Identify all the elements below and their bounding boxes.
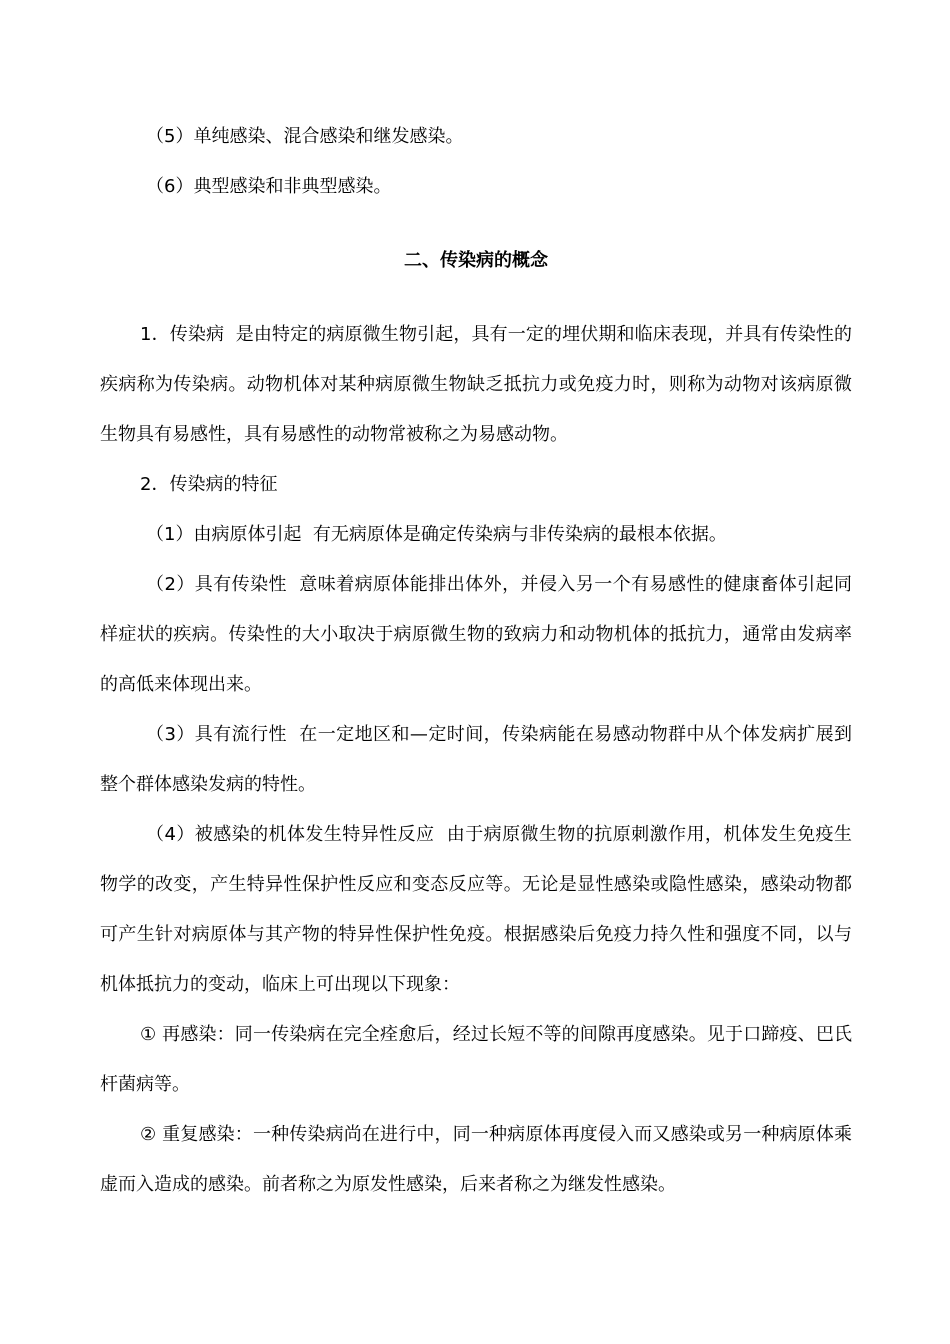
list-item-6: （6）典型感染和非典型感染。	[146, 176, 392, 197]
feature-2-text: 意味着病原体能排出体外，并侵入另一个有易感性的健康畜体引起同样症状的疾病。传染性的大小取决于病原微生物的致病力和动物机体的抵抗力，通常由发病率的高低来体现出来。	[100, 574, 853, 695]
paragraph-feature-1	[100, 510, 852, 560]
paragraph-feature-4	[100, 810, 852, 1010]
feature-3-text: 在一定地区和—定时间，传染病能在易感动物群中从个体发病扩展到整个群体感染发病的特性。	[100, 724, 853, 795]
definition-text: 是由特定的病原微生物引起，具有一定的埋伏期和临床表现，并具有传染性的疾病称为传染病。动物机体对某种病原微生物缺乏抵抗力或免疫力时，则称为动物对该病原微生物具有易感性，具有易感性的动物常被称之为易感动物。	[100, 324, 852, 445]
feature-2-label: （2）具有传染性	[146, 574, 287, 595]
paragraph-feature-2	[100, 560, 852, 710]
feature-1-text: 有无病原体是确定传染病与非传染病的最根本依据。	[312, 524, 727, 545]
term-label: 1．传染病	[140, 324, 225, 345]
feature-1-label: （1）由病原体引起	[146, 524, 302, 545]
subsection-title: 2．传染病的特征	[140, 474, 278, 495]
section-heading: 二、传染病的概念	[404, 250, 548, 271]
list-item-5: （5）单纯感染、混合感染和继发感染。	[146, 126, 464, 147]
phenomenon-reinfection: ① 再感染：同一传染病在完全痊愈后，经过长短不等的间隙再度感染。见于口蹄疫、巴氏杆菌病等。	[100, 1024, 852, 1095]
document-page	[100, 112, 852, 1210]
paragraph-definition	[100, 310, 852, 460]
feature-3-label: （3）具有流行性	[146, 724, 287, 745]
phenomenon-superinfection: ② 重复感染：一种传染病尚在进行中，同一种病原体再度侵入而又感染或另一种病原体乘虚而入造成的感染。前者称之为原发性感染，后来者称之为继发性感染。	[100, 1124, 852, 1195]
feature-4-text: 由于病原微生物的抗原刺激作用，机体发生免疫生物学的改变，产生特异性保护性反应和变态反应等。无论是显性感染或隐性感染，感染动物都可产生针对病原体与其产物的特异性保护性免疫。根据感染后免疫力持久性和强度不同，以与机体抵抗力的变动，临床上可出现以下现象：	[100, 824, 852, 995]
feature-4-label: （4）被感染的机体发生特异性反应	[146, 824, 435, 845]
paragraph-feature-3	[100, 710, 852, 810]
